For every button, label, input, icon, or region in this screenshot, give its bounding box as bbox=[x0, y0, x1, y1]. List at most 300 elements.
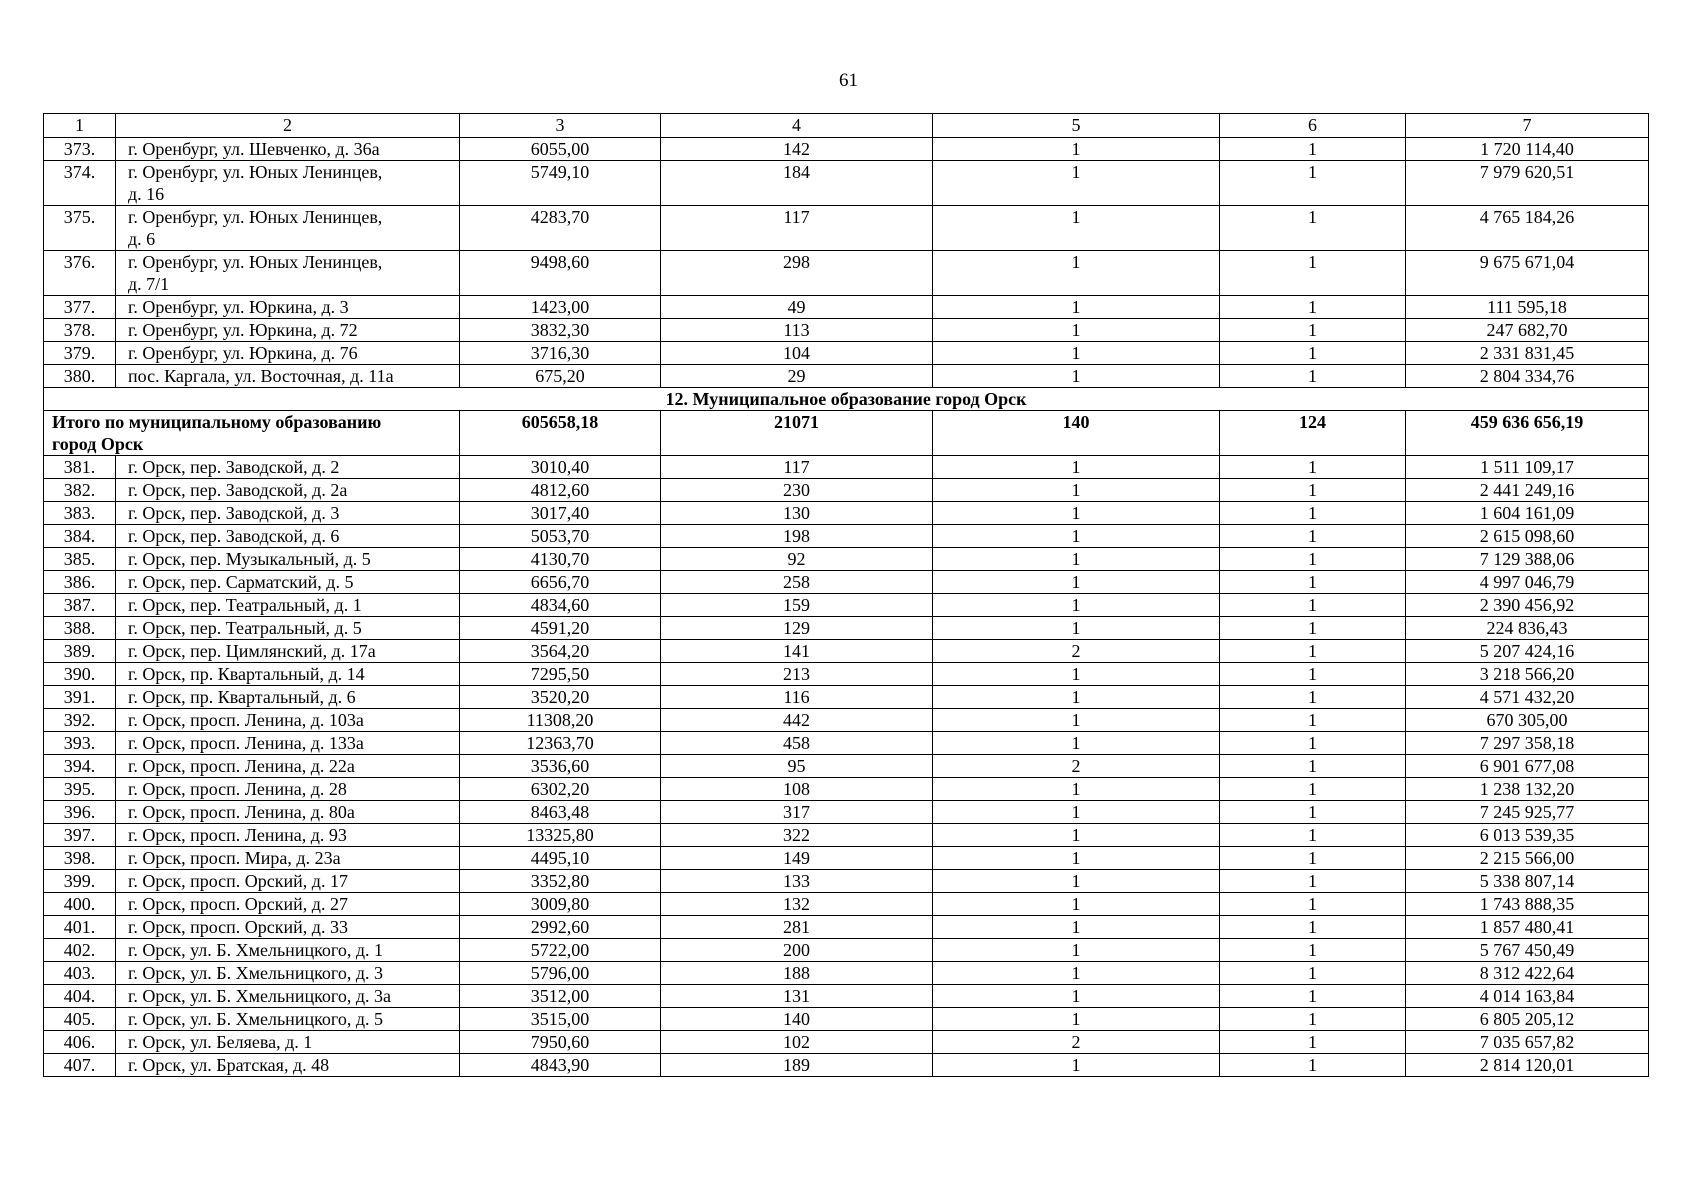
col6-value: 1 bbox=[1220, 732, 1406, 755]
col6-value: 1 bbox=[1220, 847, 1406, 870]
address-line: г. Орск, просп. Ленина, д. 103а bbox=[128, 710, 364, 730]
cost-value: 3 218 566,20 bbox=[1406, 663, 1649, 686]
cost-value: 247 682,70 bbox=[1406, 319, 1649, 342]
cost-value: 9 675 671,04 bbox=[1406, 251, 1649, 296]
address-cell bbox=[116, 824, 460, 847]
col5-value: 1 bbox=[933, 939, 1220, 962]
address-line: г. Оренбург, ул. Шевченко, д. 36а bbox=[128, 139, 380, 159]
address-cell bbox=[116, 548, 460, 571]
address-cell bbox=[116, 939, 460, 962]
column-number-row bbox=[44, 114, 1649, 138]
cost-value: 6 805 205,12 bbox=[1406, 1008, 1649, 1031]
address-line: г. Оренбург, ул. Юных Ленинцев, bbox=[128, 207, 383, 227]
col5-value: 1 bbox=[933, 365, 1220, 388]
col5-value: 2 bbox=[933, 755, 1220, 778]
row-number: 396. bbox=[44, 801, 116, 824]
address-cell bbox=[116, 138, 460, 161]
col6-value: 1 bbox=[1220, 456, 1406, 479]
address-cell bbox=[116, 319, 460, 342]
count-value: 140 bbox=[661, 1008, 933, 1031]
area-value: 6656,70 bbox=[460, 571, 661, 594]
area-value: 6055,00 bbox=[460, 138, 661, 161]
area-value: 4591,20 bbox=[460, 617, 661, 640]
col5-value: 1 bbox=[933, 732, 1220, 755]
address-cell bbox=[116, 686, 460, 709]
table-body bbox=[44, 114, 1649, 1077]
address-line: г. Орск, ул. Б. Хмельницкого, д. 3а bbox=[128, 986, 391, 1006]
area-value: 3009,80 bbox=[460, 893, 661, 916]
row-number: 381. bbox=[44, 456, 116, 479]
cost-value: 4 765 184,26 bbox=[1406, 206, 1649, 251]
col6-value: 1 bbox=[1220, 251, 1406, 296]
col5-value: 1 bbox=[933, 319, 1220, 342]
row-number: 375. bbox=[44, 206, 116, 251]
count-value: 281 bbox=[661, 916, 933, 939]
cost-value: 4 997 046,79 bbox=[1406, 571, 1649, 594]
cost-value: 5 207 424,16 bbox=[1406, 640, 1649, 663]
count-value: 129 bbox=[661, 617, 933, 640]
col6-value: 1 bbox=[1220, 640, 1406, 663]
count-value: 113 bbox=[661, 319, 933, 342]
address-cell bbox=[116, 893, 460, 916]
count-value: 141 bbox=[661, 640, 933, 663]
address-line: г. Орск, пер. Театральный, д. 1 bbox=[128, 595, 362, 615]
area-value: 3716,30 bbox=[460, 342, 661, 365]
col5-value: 1 bbox=[933, 962, 1220, 985]
col6-value: 1 bbox=[1220, 138, 1406, 161]
row-number: 387. bbox=[44, 594, 116, 617]
row-number: 386. bbox=[44, 571, 116, 594]
area-value: 4283,70 bbox=[460, 206, 661, 251]
address-cell bbox=[116, 640, 460, 663]
address-cell bbox=[116, 479, 460, 502]
column-header: 1 bbox=[44, 114, 116, 138]
address-cell bbox=[116, 1054, 460, 1077]
address-cell bbox=[116, 847, 460, 870]
address-cell bbox=[116, 206, 460, 251]
count-value: 142 bbox=[661, 138, 933, 161]
row-number: 403. bbox=[44, 962, 116, 985]
col5-value: 1 bbox=[933, 709, 1220, 732]
col6-value: 1 bbox=[1220, 801, 1406, 824]
address-line: г. Орск, пр. Квартальный, д. 14 bbox=[128, 664, 365, 684]
table-row bbox=[44, 778, 1649, 801]
row-number: 379. bbox=[44, 342, 116, 365]
table-row bbox=[44, 456, 1649, 479]
col6-value: 1 bbox=[1220, 342, 1406, 365]
area-value: 1423,00 bbox=[460, 296, 661, 319]
row-number: 376. bbox=[44, 251, 116, 296]
cost-value: 2 331 831,45 bbox=[1406, 342, 1649, 365]
address-cell bbox=[116, 732, 460, 755]
cost-value: 1 857 480,41 bbox=[1406, 916, 1649, 939]
col6-value: 1 bbox=[1220, 962, 1406, 985]
page-number: 61 bbox=[839, 70, 858, 91]
address-cell bbox=[116, 296, 460, 319]
cost-value: 5 338 807,14 bbox=[1406, 870, 1649, 893]
total-col5: 140 bbox=[933, 411, 1220, 456]
section-header-row bbox=[44, 388, 1649, 411]
row-number: 390. bbox=[44, 663, 116, 686]
address-cell bbox=[116, 617, 460, 640]
col6-value: 1 bbox=[1220, 1008, 1406, 1031]
address-cell bbox=[116, 342, 460, 365]
col6-value: 1 bbox=[1220, 916, 1406, 939]
table-row bbox=[44, 916, 1649, 939]
area-value: 3512,00 bbox=[460, 985, 661, 1008]
area-value: 675,20 bbox=[460, 365, 661, 388]
row-number: 394. bbox=[44, 755, 116, 778]
table-row bbox=[44, 525, 1649, 548]
col5-value: 1 bbox=[933, 206, 1220, 251]
table-row bbox=[44, 251, 1649, 296]
col5-value: 1 bbox=[933, 1008, 1220, 1031]
area-value: 5053,70 bbox=[460, 525, 661, 548]
cost-value: 111 595,18 bbox=[1406, 296, 1649, 319]
table-row bbox=[44, 962, 1649, 985]
table-row bbox=[44, 939, 1649, 962]
address-cell bbox=[116, 801, 460, 824]
col6-value: 1 bbox=[1220, 663, 1406, 686]
col5-value: 1 bbox=[933, 870, 1220, 893]
col6-value: 1 bbox=[1220, 686, 1406, 709]
row-number: 404. bbox=[44, 985, 116, 1008]
address-cell bbox=[116, 870, 460, 893]
address-cell bbox=[116, 1031, 460, 1054]
count-value: 200 bbox=[661, 939, 933, 962]
column-header: 4 bbox=[661, 114, 933, 138]
area-value: 11308,20 bbox=[460, 709, 661, 732]
table-row bbox=[44, 847, 1649, 870]
address-line: г. Орск, просп. Ленина, д. 28 bbox=[128, 779, 347, 799]
col6-value: 1 bbox=[1220, 161, 1406, 206]
address-line: г. Орск, пер. Заводской, д. 3 bbox=[128, 503, 340, 523]
area-value: 6302,20 bbox=[460, 778, 661, 801]
count-value: 102 bbox=[661, 1031, 933, 1054]
count-value: 184 bbox=[661, 161, 933, 206]
col5-value: 1 bbox=[933, 456, 1220, 479]
address-line: г. Оренбург, ул. Юных Ленинцев, bbox=[128, 252, 383, 272]
cost-value: 1 743 888,35 bbox=[1406, 893, 1649, 916]
col5-value: 2 bbox=[933, 1031, 1220, 1054]
table-row bbox=[44, 870, 1649, 893]
total-label bbox=[44, 411, 460, 456]
row-number: 393. bbox=[44, 732, 116, 755]
area-value: 3010,40 bbox=[460, 456, 661, 479]
address-line: г. Оренбург, ул. Юркина, д. 72 bbox=[128, 320, 358, 340]
column-header: 2 bbox=[116, 114, 460, 138]
address-cell bbox=[116, 709, 460, 732]
table-row bbox=[44, 365, 1649, 388]
col6-value: 1 bbox=[1220, 870, 1406, 893]
area-value: 12363,70 bbox=[460, 732, 661, 755]
cost-value: 670 305,00 bbox=[1406, 709, 1649, 732]
count-value: 298 bbox=[661, 251, 933, 296]
total-count: 21071 bbox=[661, 411, 933, 456]
address-line: г. Орск, ул. Б. Хмельницкого, д. 1 bbox=[128, 940, 384, 960]
address-cell bbox=[116, 1008, 460, 1031]
cost-value: 2 814 120,01 bbox=[1406, 1054, 1649, 1077]
row-number: 401. bbox=[44, 916, 116, 939]
address-cell bbox=[116, 456, 460, 479]
address-line: г. Оренбург, ул. Юных Ленинцев, bbox=[128, 162, 383, 182]
col6-value: 1 bbox=[1220, 1031, 1406, 1054]
table-row bbox=[44, 755, 1649, 778]
table-row bbox=[44, 1008, 1649, 1031]
col6-value: 1 bbox=[1220, 206, 1406, 251]
col5-value: 2 bbox=[933, 640, 1220, 663]
col5-value: 1 bbox=[933, 778, 1220, 801]
column-header: 6 bbox=[1220, 114, 1406, 138]
address-line: г. Орск, просп. Ленина, д. 133а bbox=[128, 733, 364, 753]
area-value: 9498,60 bbox=[460, 251, 661, 296]
count-value: 131 bbox=[661, 985, 933, 1008]
area-value: 5749,10 bbox=[460, 161, 661, 206]
area-value: 3352,80 bbox=[460, 870, 661, 893]
count-value: 49 bbox=[661, 296, 933, 319]
col6-value: 1 bbox=[1220, 1054, 1406, 1077]
area-value: 3520,20 bbox=[460, 686, 661, 709]
address-line: г. Орск, просп. Мира, д. 23а bbox=[128, 848, 341, 868]
total-row bbox=[44, 411, 1649, 456]
address-cell bbox=[116, 161, 460, 206]
total-col6: 124 bbox=[1220, 411, 1406, 456]
row-number: 380. bbox=[44, 365, 116, 388]
col6-value: 1 bbox=[1220, 502, 1406, 525]
address-line: г. Оренбург, ул. Юркина, д. 3 bbox=[128, 297, 349, 317]
count-value: 108 bbox=[661, 778, 933, 801]
count-value: 213 bbox=[661, 663, 933, 686]
table-row bbox=[44, 617, 1649, 640]
cost-value: 6 013 539,35 bbox=[1406, 824, 1649, 847]
col6-value: 1 bbox=[1220, 824, 1406, 847]
row-number: 374. bbox=[44, 161, 116, 206]
address-line: г. Орск, пер. Музыкальный, д. 5 bbox=[128, 549, 371, 569]
area-value: 8463,48 bbox=[460, 801, 661, 824]
row-number: 406. bbox=[44, 1031, 116, 1054]
cost-value: 7 297 358,18 bbox=[1406, 732, 1649, 755]
area-value: 3017,40 bbox=[460, 502, 661, 525]
address-line: д. 16 bbox=[128, 184, 165, 204]
col6-value: 1 bbox=[1220, 296, 1406, 319]
count-value: 117 bbox=[661, 206, 933, 251]
area-value: 2992,60 bbox=[460, 916, 661, 939]
row-number: 398. bbox=[44, 847, 116, 870]
address-cell bbox=[116, 985, 460, 1008]
count-value: 188 bbox=[661, 962, 933, 985]
cost-value: 2 615 098,60 bbox=[1406, 525, 1649, 548]
area-value: 4843,90 bbox=[460, 1054, 661, 1077]
area-value: 4834,60 bbox=[460, 594, 661, 617]
column-header: 3 bbox=[460, 114, 661, 138]
row-number: 402. bbox=[44, 939, 116, 962]
cost-value: 5 767 450,49 bbox=[1406, 939, 1649, 962]
address-line: г. Орск, ул. Братская, д. 48 bbox=[128, 1055, 330, 1075]
col5-value: 1 bbox=[933, 985, 1220, 1008]
col5-value: 1 bbox=[933, 342, 1220, 365]
col6-value: 1 bbox=[1220, 479, 1406, 502]
table-row bbox=[44, 1031, 1649, 1054]
col5-value: 1 bbox=[933, 571, 1220, 594]
row-number: 405. bbox=[44, 1008, 116, 1031]
column-header: 7 bbox=[1406, 114, 1649, 138]
area-value: 5722,00 bbox=[460, 939, 661, 962]
cost-value: 1 238 132,20 bbox=[1406, 778, 1649, 801]
total-area: 605658,18 bbox=[460, 411, 661, 456]
address-line: г. Орск, ул. Б. Хмельницкого, д. 5 bbox=[128, 1009, 384, 1029]
col6-value: 1 bbox=[1220, 709, 1406, 732]
address-line: г. Орск, ул. Беляева, д. 1 bbox=[128, 1032, 313, 1052]
cost-value: 4 014 163,84 bbox=[1406, 985, 1649, 1008]
count-value: 442 bbox=[661, 709, 933, 732]
total-cost: 459 636 656,19 bbox=[1406, 411, 1649, 456]
address-cell bbox=[116, 594, 460, 617]
cost-value: 7 035 657,82 bbox=[1406, 1031, 1649, 1054]
row-number: 407. bbox=[44, 1054, 116, 1077]
col5-value: 1 bbox=[933, 251, 1220, 296]
cost-value: 2 441 249,16 bbox=[1406, 479, 1649, 502]
col5-value: 1 bbox=[933, 594, 1220, 617]
col6-value: 1 bbox=[1220, 548, 1406, 571]
count-value: 230 bbox=[661, 479, 933, 502]
address-line: д. 7/1 bbox=[128, 274, 170, 294]
col6-value: 1 bbox=[1220, 939, 1406, 962]
row-number: 382. bbox=[44, 479, 116, 502]
count-value: 104 bbox=[661, 342, 933, 365]
count-value: 189 bbox=[661, 1054, 933, 1077]
count-value: 458 bbox=[661, 732, 933, 755]
table-row bbox=[44, 319, 1649, 342]
count-value: 322 bbox=[661, 824, 933, 847]
table-row bbox=[44, 161, 1649, 206]
col6-value: 1 bbox=[1220, 319, 1406, 342]
address-cell bbox=[116, 663, 460, 686]
count-value: 149 bbox=[661, 847, 933, 870]
address-line: г. Орск, пер. Театральный, д. 5 bbox=[128, 618, 362, 638]
area-value: 4812,60 bbox=[460, 479, 661, 502]
table-row bbox=[44, 206, 1649, 251]
col5-value: 1 bbox=[933, 1054, 1220, 1077]
area-value: 3536,60 bbox=[460, 755, 661, 778]
row-number: 383. bbox=[44, 502, 116, 525]
cost-value: 7 979 620,51 bbox=[1406, 161, 1649, 206]
count-value: 116 bbox=[661, 686, 933, 709]
address-line: г. Орск, пр. Квартальный, д. 6 bbox=[128, 687, 356, 707]
cost-value: 8 312 422,64 bbox=[1406, 962, 1649, 985]
count-value: 132 bbox=[661, 893, 933, 916]
address-line: г. Орск, просп. Ленина, д. 80а bbox=[128, 802, 355, 822]
address-cell bbox=[116, 502, 460, 525]
area-value: 3564,20 bbox=[460, 640, 661, 663]
cost-value: 1 604 161,09 bbox=[1406, 502, 1649, 525]
area-value: 7950,60 bbox=[460, 1031, 661, 1054]
table-row bbox=[44, 985, 1649, 1008]
count-value: 29 bbox=[661, 365, 933, 388]
cost-value: 2 804 334,76 bbox=[1406, 365, 1649, 388]
cost-value: 224 836,43 bbox=[1406, 617, 1649, 640]
address-line: г. Орск, просп. Орский, д. 17 bbox=[128, 871, 348, 891]
col5-value: 1 bbox=[933, 686, 1220, 709]
address-line: г. Орск, пер. Цимлянский, д. 17а bbox=[128, 641, 376, 661]
col6-value: 1 bbox=[1220, 778, 1406, 801]
total-label-line: город Орск bbox=[52, 434, 144, 454]
table-row bbox=[44, 1054, 1649, 1077]
table-row bbox=[44, 296, 1649, 319]
col5-value: 1 bbox=[933, 847, 1220, 870]
row-number: 397. bbox=[44, 824, 116, 847]
table-row bbox=[44, 479, 1649, 502]
column-header: 5 bbox=[933, 114, 1220, 138]
address-cell bbox=[116, 962, 460, 985]
count-value: 317 bbox=[661, 801, 933, 824]
table-row bbox=[44, 732, 1649, 755]
cost-value: 1 720 114,40 bbox=[1406, 138, 1649, 161]
address-line: г. Орск, просп. Ленина, д. 93 bbox=[128, 825, 347, 845]
col6-value: 1 bbox=[1220, 985, 1406, 1008]
table-row bbox=[44, 342, 1649, 365]
count-value: 117 bbox=[661, 456, 933, 479]
col5-value: 1 bbox=[933, 617, 1220, 640]
row-number: 391. bbox=[44, 686, 116, 709]
count-value: 198 bbox=[661, 525, 933, 548]
col6-value: 1 bbox=[1220, 893, 1406, 916]
count-value: 133 bbox=[661, 870, 933, 893]
cost-value: 4 571 432,20 bbox=[1406, 686, 1649, 709]
row-number: 400. bbox=[44, 893, 116, 916]
col5-value: 1 bbox=[933, 502, 1220, 525]
row-number: 373. bbox=[44, 138, 116, 161]
col5-value: 1 bbox=[933, 548, 1220, 571]
address-cell bbox=[116, 525, 460, 548]
col5-value: 1 bbox=[933, 161, 1220, 206]
row-number: 377. bbox=[44, 296, 116, 319]
col5-value: 1 bbox=[933, 801, 1220, 824]
address-cell bbox=[116, 365, 460, 388]
address-line: г. Оренбург, ул. Юркина, д. 76 bbox=[128, 343, 358, 363]
col5-value: 1 bbox=[933, 663, 1220, 686]
section-title: 12. Муниципальное образование город Орск bbox=[44, 388, 1649, 411]
row-number: 384. bbox=[44, 525, 116, 548]
address-line: г. Орск, пер. Заводской, д. 2 bbox=[128, 457, 340, 477]
col5-value: 1 bbox=[933, 916, 1220, 939]
table-row bbox=[44, 548, 1649, 571]
row-number: 392. bbox=[44, 709, 116, 732]
count-value: 159 bbox=[661, 594, 933, 617]
area-value: 5796,00 bbox=[460, 962, 661, 985]
col5-value: 1 bbox=[933, 479, 1220, 502]
address-cell bbox=[116, 778, 460, 801]
table-row bbox=[44, 686, 1649, 709]
address-line: г. Орск, просп. Орский, д. 33 bbox=[128, 917, 348, 937]
area-value: 4495,10 bbox=[460, 847, 661, 870]
table-row bbox=[44, 801, 1649, 824]
address-cell bbox=[116, 571, 460, 594]
address-line: г. Орск, ул. Б. Хмельницкого, д. 3 bbox=[128, 963, 384, 983]
table-row bbox=[44, 663, 1649, 686]
table-row bbox=[44, 571, 1649, 594]
table-row bbox=[44, 138, 1649, 161]
address-cell bbox=[116, 251, 460, 296]
address-line: г. Орск, пер. Сарматский, д. 5 bbox=[128, 572, 354, 592]
col5-value: 1 bbox=[933, 296, 1220, 319]
address-line: г. Орск, пер. Заводской, д. 2а bbox=[128, 480, 348, 500]
col5-value: 1 bbox=[933, 138, 1220, 161]
address-cell bbox=[116, 916, 460, 939]
col5-value: 1 bbox=[933, 824, 1220, 847]
col5-value: 1 bbox=[933, 893, 1220, 916]
table-row bbox=[44, 640, 1649, 663]
area-value: 13325,80 bbox=[460, 824, 661, 847]
